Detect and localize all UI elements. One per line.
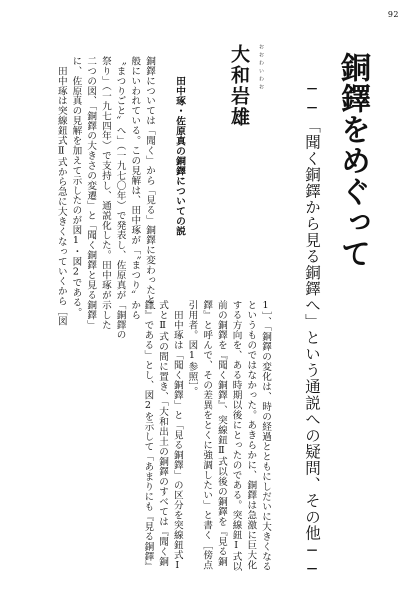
article-title: 銅鐸をめぐって [335, 52, 370, 269]
text-column: する方向を、ある時期以後にとったのである。突線鈕Ⅰ式以 [230, 300, 242, 572]
text-column: 祭り」（一九七四年）で支持し、通説化した。田中琢が示した [99, 56, 111, 330]
section-heading: 田中琢・佐原真の銅鐸についての説 [174, 76, 185, 236]
author-name: 大和岩雄 [228, 44, 250, 128]
upper-text-block [6, 56, 156, 340]
text-column: 前の銅鐸を『聞く銅鐸』、突線鈕Ⅱ式以後の銅鐸を『見る銅 [215, 300, 227, 567]
text-column: 銅鐸については「聞く」から「見る」銅鐸に変わったと一 [144, 56, 155, 315]
text-column: 鐸』と呼んで、その差異をとくに強調したい」と書く［傍点 [201, 300, 213, 570]
page-number: 92 [387, 10, 399, 19]
text-column: 引用者。図1参照］。 [186, 300, 198, 397]
text-column: 鐸』である」とし、図2を示して「あまりにも『見る銅鐸』 [142, 300, 154, 572]
author-ruby: おおわいわお [258, 44, 264, 92]
text-column: 1］、「銅鐸の変化は、時の経過とともにしだいに大きくなる [260, 300, 271, 572]
text-column: 田中琢は「聞く銅鐸」と「見る銅鐸」の区分を突線鈕式Ⅰ [171, 300, 183, 572]
text-column: 〝まつりごと〟へ」（一九七〇年）で発表し、佐原真が「銅鐸の [114, 56, 126, 340]
text-column: 二つの図、「銅鐸の大きさの変遷」と「聞く銅鐸と見る銅鐸」 [85, 56, 97, 330]
text-column: 般にいわれている。この見解は、田中琢が「〝まつり〟から [129, 56, 141, 320]
text-column: に、佐原真の見解を加えて示したのが図1・図2である。 [70, 56, 82, 318]
article-subtitle: ──「聞く銅鐸から見る銅鐸へ」という通説への疑問、その他── [303, 80, 321, 579]
text-column: というものではなかった。あきらかに、銅鐸は急激に巨大化 [245, 300, 257, 570]
lower-text-block [6, 300, 272, 590]
text-column: 田中琢は突線鈕式Ⅱ式から急に大きくなっていくから［図 [55, 56, 67, 327]
text-column: 式とⅡ式の間に置き、「大和出土の銅鐸のすべては『聞く銅 [157, 300, 169, 567]
